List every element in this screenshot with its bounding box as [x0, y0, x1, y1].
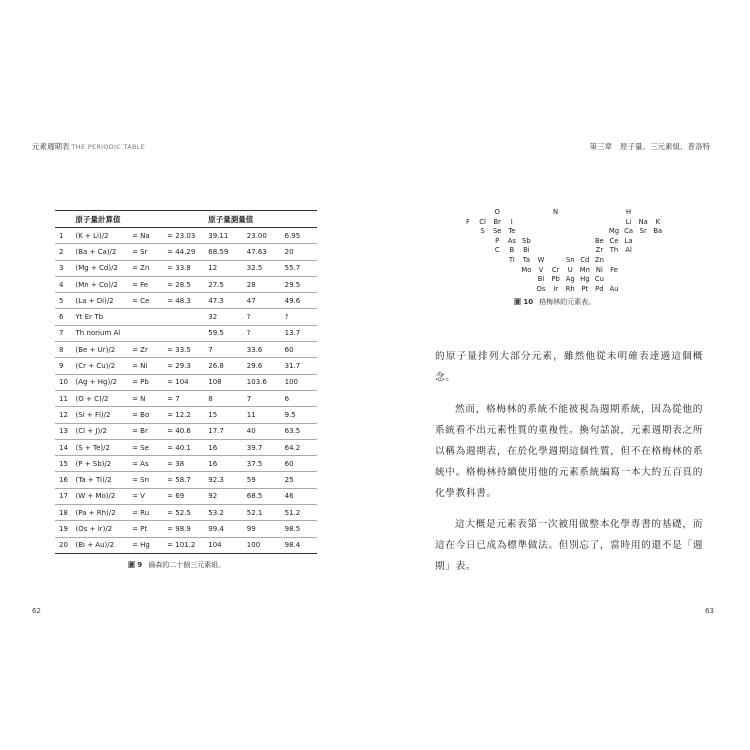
row-number: 16 [55, 472, 76, 488]
row-value-1: 27.5 [208, 276, 247, 292]
row-value-2: 47 [247, 293, 285, 309]
row-value-3: 31.7 [285, 358, 317, 374]
element-symbol: Ag [565, 275, 575, 284]
element-symbol: Al [625, 246, 632, 255]
table-row [55, 276, 317, 292]
row-calculated: = 40.1 [167, 439, 208, 455]
paragraph-1: 的原子量排列大部分元素，雖然他從未明確表達過這個概念。 [435, 351, 703, 383]
table-row [55, 521, 317, 537]
element-symbol: Au [609, 284, 619, 293]
page-number-left: 62 [32, 607, 41, 615]
row-formula: (Os + Ir)/2 [76, 521, 133, 537]
row-value-3: 6.95 [285, 228, 317, 244]
row-formula: (Bi + Au)/2 [76, 537, 133, 553]
row-number: 2 [55, 244, 76, 260]
running-head-chapter: 第三章 [589, 142, 612, 151]
row-formula: Th norium Al [76, 325, 133, 341]
element-symbol: B [509, 246, 515, 255]
row-value-2: 33.6 [247, 342, 285, 358]
row-value-3: 60 [285, 456, 317, 472]
element-symbol: Bi [537, 275, 545, 284]
row-formula: (K + Li)/2 [76, 228, 133, 244]
row-value-1: 108 [208, 374, 247, 390]
element-symbol: Zr [595, 246, 604, 255]
row-value-3: 60 [285, 342, 317, 358]
row-number: 4 [55, 276, 76, 292]
figure-9-label: 圖 9 [128, 561, 143, 569]
element-symbol: Na [638, 217, 648, 226]
row-result: = As [132, 456, 167, 472]
element-symbol: As [507, 236, 516, 245]
row-formula: (O + C)/2 [76, 390, 133, 406]
element-symbol: Te [508, 227, 516, 236]
table-row [55, 293, 317, 309]
row-number: 3 [55, 260, 76, 276]
table-row [55, 374, 317, 390]
row-number: 18 [55, 505, 76, 521]
row-number: 5 [55, 293, 76, 309]
row-value-1: 15 [208, 407, 247, 423]
element-symbol: Se [492, 227, 502, 236]
row-formula: (Cl + J)/2 [76, 423, 133, 439]
element-symbol: P [495, 236, 500, 245]
element-symbol: Be [594, 236, 604, 245]
element-symbol: Zn [594, 256, 604, 264]
row-number: 15 [55, 456, 76, 472]
row-formula: (Ba + Ca)/2 [76, 244, 133, 260]
row-formula: (Mg + Cd)/2 [76, 260, 133, 276]
row-value-2: 47.63 [247, 244, 285, 260]
table-row [55, 325, 317, 341]
element-symbol: Mn [579, 265, 590, 274]
row-result: = N [132, 390, 167, 406]
row-value-2: 99 [247, 521, 285, 537]
row-value-2: ? [247, 325, 285, 341]
row-value-1: 8 [208, 390, 247, 406]
element-symbol: C [494, 246, 500, 255]
element-symbol: Sr [639, 227, 647, 236]
row-number: 10 [55, 374, 76, 390]
table-row [55, 244, 317, 260]
row-calculated: = 52.5 [167, 505, 208, 521]
row-calculated: = 40.6 [167, 423, 208, 439]
row-calculated: = 44.29 [167, 244, 208, 260]
element-symbol: Pd [595, 284, 604, 293]
row-result: = Ru [132, 505, 167, 521]
figure-10-text: 格梅林的元素表。 [539, 298, 596, 306]
element-symbol: Li [625, 217, 632, 226]
row-calculated: = 12.2 [167, 407, 208, 423]
element-symbol: Br [493, 217, 501, 226]
row-value-2: 7 [247, 390, 285, 406]
table-row [55, 505, 317, 521]
element-symbol: Fe [610, 265, 618, 274]
row-calculated: = 38 [167, 456, 208, 472]
row-value-1: 99.4 [208, 521, 247, 537]
table-row [55, 472, 317, 488]
running-head-chapter-title: 原子量、三元素組、普洛特 [620, 142, 710, 151]
row-result: = Zr [132, 342, 167, 358]
element-symbol: N [553, 208, 559, 216]
element-symbol: Cl [479, 217, 486, 226]
row-value-3: 64.2 [285, 439, 317, 455]
row-value-2: ? [247, 309, 285, 325]
element-symbol: Cr [551, 265, 560, 274]
row-result: = Hg [132, 537, 167, 553]
element-symbol: Ba [653, 227, 663, 236]
row-calculated: = 7 [167, 390, 208, 406]
body-text [435, 346, 703, 587]
figure-9-caption [128, 560, 225, 570]
page-number-right: 63 [705, 607, 714, 615]
row-formula: Yt Er Tb [76, 309, 133, 325]
row-value-2: 40 [247, 423, 285, 439]
element-symbol: Sb [522, 236, 531, 245]
row-value-2: 32.5 [247, 260, 285, 276]
row-formula: (Ta + Ti)/2 [76, 472, 133, 488]
row-result [132, 325, 167, 341]
row-value-2: 59 [247, 472, 285, 488]
table-header-row [55, 211, 317, 228]
row-formula: (La + Di)/2 [76, 293, 133, 309]
table-row [55, 342, 317, 358]
element-symbol: W [537, 256, 545, 264]
row-value-1: 92.3 [208, 472, 247, 488]
row-number: 11 [55, 390, 76, 406]
element-symbol: Ce [609, 236, 619, 245]
element-symbol: Ta [522, 256, 530, 264]
row-number: 13 [55, 423, 76, 439]
triad-table [55, 210, 317, 554]
running-head-right [590, 141, 711, 152]
row-number: 8 [55, 342, 76, 358]
row-result: = Ni [132, 358, 167, 374]
row-result: = Pb [132, 374, 167, 390]
row-value-3: 29.5 [285, 276, 317, 292]
row-calculated: = 29.3 [167, 358, 208, 374]
row-number: 14 [55, 439, 76, 455]
row-result: = Pt [132, 521, 167, 537]
table-row [55, 358, 317, 374]
row-calculated: = 69 [167, 488, 208, 504]
row-value-3: 55.7 [285, 260, 317, 276]
row-value-3: 25 [285, 472, 317, 488]
element-symbol: Os [536, 284, 546, 293]
element-symbol: Cu [594, 275, 604, 284]
row-calculated: = 33.8 [167, 260, 208, 276]
header-calculated: 原子量計算值 [76, 211, 209, 228]
row-result: = Sr [132, 244, 167, 260]
row-value-2: 37.5 [247, 456, 285, 472]
row-value-3: 100 [285, 374, 317, 390]
running-head-left [32, 141, 145, 152]
row-formula: (Si + Fl)/2 [76, 407, 133, 423]
row-value-1: 104 [208, 537, 247, 553]
running-head-title: 元素週期表 [32, 142, 70, 151]
row-formula: (S + Te)/2 [76, 439, 133, 455]
element-symbol: Ti [508, 256, 515, 264]
row-calculated [167, 325, 208, 341]
row-formula: (P + Sb)/2 [76, 456, 133, 472]
element-symbol: Sn [565, 256, 575, 264]
row-calculated: = 98.9 [167, 521, 208, 537]
row-calculated: = 104 [167, 374, 208, 390]
row-value-3: 13.7 [285, 325, 317, 341]
paragraph-3: 這大概是元素表第一次被用做整本化學專書的基礎，而這在今日已成為標準做法。但別忘了，當時用的還不是「週期」表。 [435, 519, 703, 572]
row-formula: (Be + Ur)/2 [76, 342, 133, 358]
table-body [55, 228, 317, 554]
row-value-3: 63.5 [285, 423, 317, 439]
table-row [55, 537, 317, 553]
element-symbol: Rh [565, 284, 575, 293]
row-calculated: = 48.3 [167, 293, 208, 309]
row-value-2: 103.6 [247, 374, 285, 390]
element-symbol: O [494, 208, 500, 216]
element-symbol: La [624, 236, 633, 245]
row-number: 19 [55, 521, 76, 537]
element-symbol: Ca [624, 227, 634, 236]
row-value-1: 16 [208, 439, 247, 455]
row-formula: (W + Mo)/2 [76, 488, 133, 504]
table-row [55, 407, 317, 423]
row-result: = Bo [132, 407, 167, 423]
table-row [55, 260, 317, 276]
row-value-2: 100 [247, 537, 285, 553]
row-value-1: 12 [208, 260, 247, 276]
figure-9-text: 倫森的二十個三元素組。 [148, 561, 226, 569]
element-symbol: Bi [523, 246, 530, 255]
row-calculated: = 33.5 [167, 342, 208, 358]
element-symbol: Mo [521, 265, 532, 274]
row-calculated: = 23.03 [167, 228, 208, 244]
element-symbol: Hg [580, 275, 590, 284]
table-row [55, 423, 317, 439]
element-symbol: Th [609, 246, 619, 255]
row-value-1: 32 [208, 309, 247, 325]
element-symbol: I [510, 217, 513, 226]
element-symbol: Pt [581, 284, 589, 293]
row-value-2: 11 [247, 407, 285, 423]
row-result: = Br [132, 423, 167, 439]
row-value-1: 92 [208, 488, 247, 504]
row-value-3: 98.4 [285, 537, 317, 553]
row-value-3: 98.5 [285, 521, 317, 537]
row-value-1: 17.7 [208, 423, 247, 439]
row-result: = Na [132, 228, 167, 244]
element-symbol: Ir [553, 284, 558, 293]
element-symbol: S [480, 227, 485, 236]
table-row [55, 309, 317, 325]
row-value-3: ? [285, 309, 317, 325]
row-value-3: 6 [285, 390, 317, 406]
row-value-3: 20 [285, 244, 317, 260]
row-result [132, 309, 167, 325]
element-symbol: F [466, 217, 470, 226]
row-value-2: 68.5 [247, 488, 285, 504]
row-value-1: 53.2 [208, 505, 247, 521]
element-symbol: Cd [580, 256, 590, 264]
table-row [55, 439, 317, 455]
row-value-1: 68.59 [208, 244, 247, 260]
row-value-1: 39.11 [208, 228, 247, 244]
row-value-2: 52.1 [247, 505, 285, 521]
row-value-1: 26.8 [208, 358, 247, 374]
row-value-1: 59.5 [208, 325, 247, 341]
row-number: 7 [55, 325, 76, 341]
element-symbol: H [626, 208, 632, 216]
element-symbol: U [567, 265, 573, 274]
row-number: 17 [55, 488, 76, 504]
figure-10-label: 圖 10 [514, 298, 534, 306]
row-number: 12 [55, 407, 76, 423]
row-value-3: 46 [285, 488, 317, 504]
element-symbol: K [655, 217, 661, 226]
row-formula: (Pa + Rh)/2 [76, 505, 133, 521]
row-value-1: 16 [208, 456, 247, 472]
element-symbol: Mg [608, 227, 620, 236]
row-result: = V [132, 488, 167, 504]
paragraph-2: 然而，格梅林的系統不能被視為週期系統，因為從他的系統看不出元素性質的重複性。換句話說，元素週期表之所以稱為週期表，在於化學週期這個性質，但不在格梅林的系統中。格梅林持續使用他的元素系統編寫一本大約五百頁的化學教科書。 [435, 404, 703, 499]
row-value-2: 28 [247, 276, 285, 292]
row-calculated [167, 309, 208, 325]
row-calculated: = 58.7 [167, 472, 208, 488]
row-value-3: 49.6 [285, 293, 317, 309]
gmelin-element-figure [460, 208, 690, 293]
row-number: 6 [55, 309, 76, 325]
table-row [55, 228, 317, 244]
table-row [55, 390, 317, 406]
row-formula: (Cr + Cu)/2 [76, 358, 133, 374]
element-symbol: Pb [551, 275, 560, 284]
row-result: = Sn [132, 472, 167, 488]
row-calculated: = 28.5 [167, 276, 208, 292]
table-row [55, 488, 317, 504]
figure-10-caption [514, 297, 595, 307]
row-value-3: 51.2 [285, 505, 317, 521]
row-result: = Se [132, 439, 167, 455]
header-measured: 原子量測量值 [208, 211, 317, 228]
row-formula: (Mn + Co)/2 [76, 276, 133, 292]
running-head-subtitle: THE PERIODIC TABLE [71, 143, 146, 151]
row-formula: (Ag + Hg)/2 [76, 374, 133, 390]
row-result: = Fe [132, 276, 167, 292]
table-row [55, 456, 317, 472]
row-value-2: 23.00 [247, 228, 285, 244]
row-result: = Zn [132, 260, 167, 276]
row-result: = Ce [132, 293, 167, 309]
row-number: 9 [55, 358, 76, 374]
row-value-2: 29.6 [247, 358, 285, 374]
element-symbol: Ni [595, 265, 603, 274]
row-number: 1 [55, 228, 76, 244]
row-value-2: 39.7 [247, 439, 285, 455]
row-value-1: 47.3 [208, 293, 247, 309]
row-value-1: 7 [208, 342, 247, 358]
row-calculated: = 101.2 [167, 537, 208, 553]
element-symbol: V [538, 265, 544, 274]
row-value-3: 9.5 [285, 407, 317, 423]
row-number: 20 [55, 537, 76, 553]
header-blank [55, 211, 76, 228]
